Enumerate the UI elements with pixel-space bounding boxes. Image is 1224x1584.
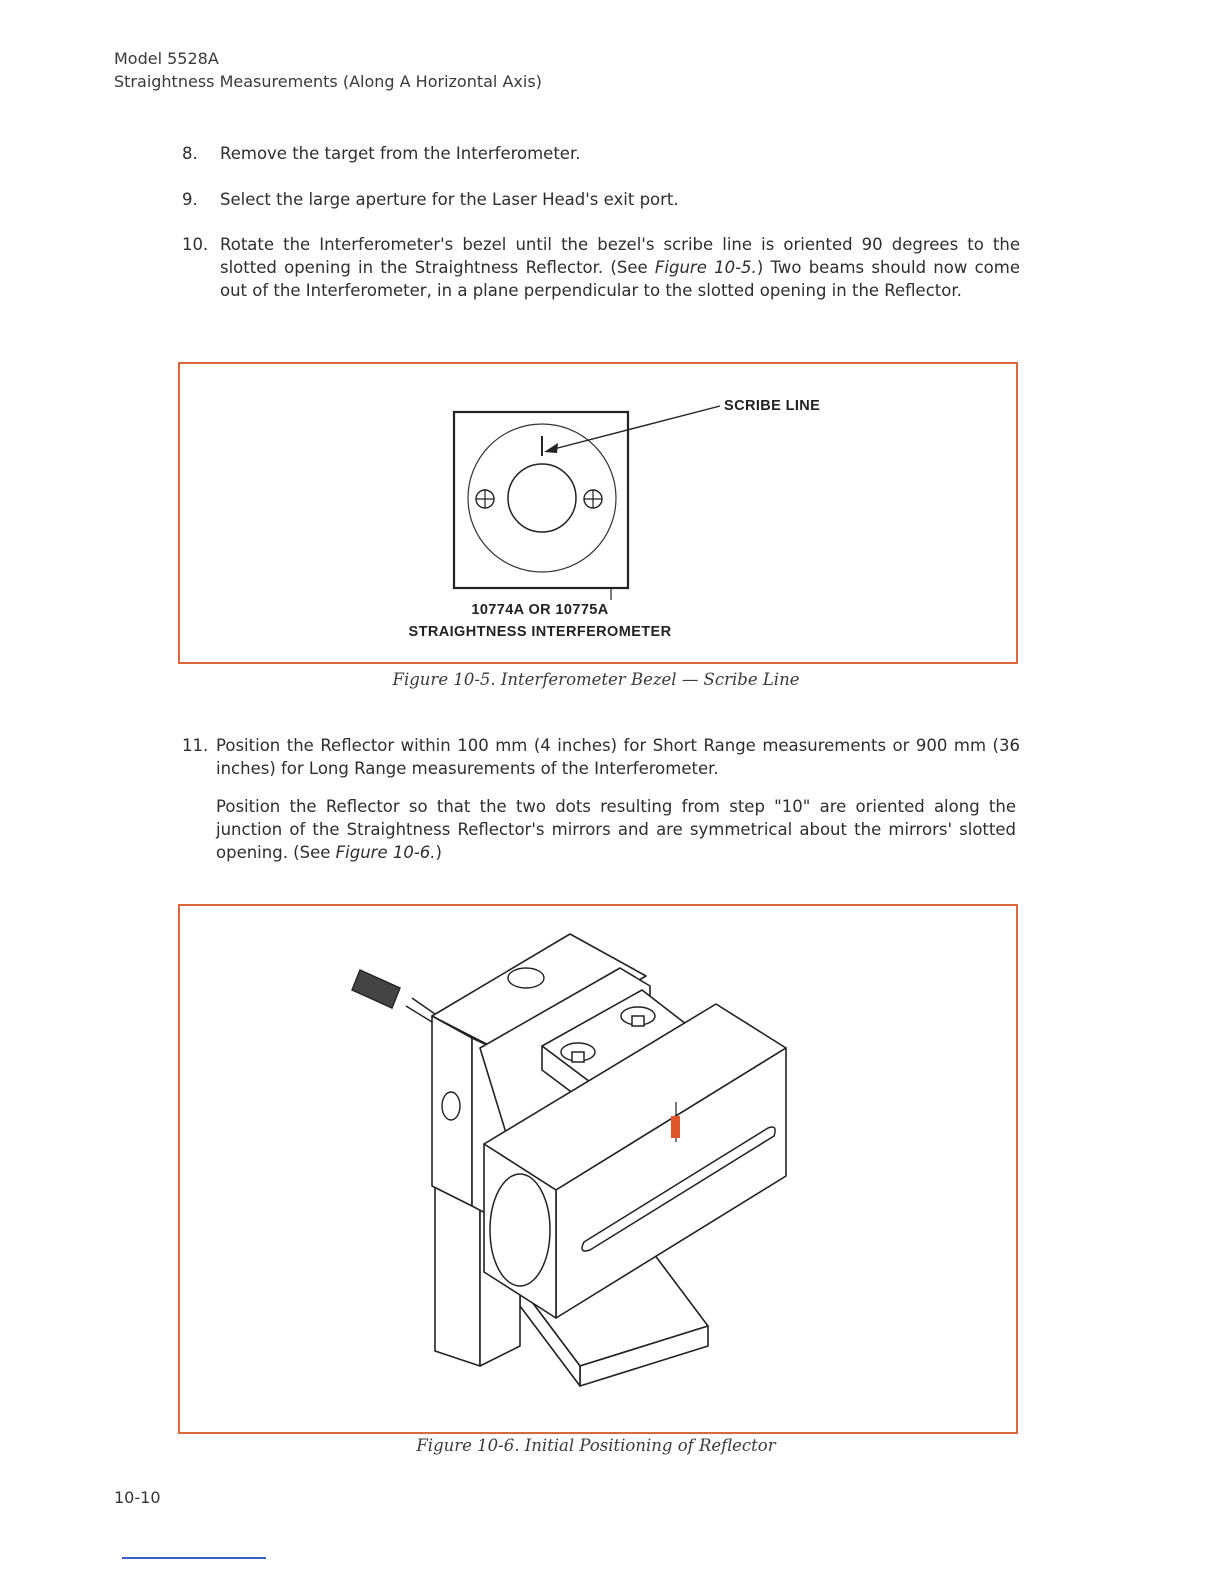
scribe-line-label: SCRIBE LINE <box>724 398 821 414</box>
step-10 <box>182 233 1020 302</box>
step-11-paragraph <box>216 795 1016 864</box>
page-number: 10-10 <box>114 1488 161 1507</box>
figure-reference: Figure 10-5. <box>654 258 757 277</box>
step-11 <box>182 734 1020 780</box>
step-number: 11. <box>182 736 209 755</box>
part-label-name: STRAIGHTNESS INTERFEROMETER <box>408 624 672 640</box>
thumbscrew-right-icon <box>621 1007 655 1026</box>
micrometer-knob-icon <box>352 970 435 1022</box>
arrow-head-icon <box>544 443 558 453</box>
step-text: Select the large aperture for the Laser Head's exit port. <box>220 190 679 209</box>
beam-dot-mark <box>671 1116 680 1138</box>
step-text <box>220 233 1020 302</box>
step-number: 8. <box>182 144 198 163</box>
figure-10-6 <box>178 904 1018 1434</box>
bezel-aperture <box>508 464 576 532</box>
paragraph-text-part: Position the Reflector so that the two dots resulting from step "10" are oriented along the junction of the Straightness Reflector's mirrors and are symmetrical about the mirrors' slotted opening. (See <box>216 797 1016 862</box>
screw-left-icon <box>476 490 494 508</box>
step-text: Position the Reflector within 100 mm (4 inches) for Short Range measurements or 900 mm (36 inches) for Long Range measurements of the Interferometer. <box>216 736 1020 778</box>
figure-caption: Figure 10-6. Initial Positioning of Reflector <box>416 1436 776 1455</box>
carriage-front <box>432 1016 472 1206</box>
part-label-model: 10774A OR 10775A <box>471 602 609 618</box>
step-text: Remove the target from the Interferometer. <box>220 144 581 163</box>
step-number: 10. <box>182 235 209 254</box>
header-section: Straightness Measurements (Along A Horizontal Axis) <box>114 72 542 91</box>
step-text-part: ) Two beams should now come out of the Interferometer, in a plane perpendicular to the slotted opening in the Reflector. <box>220 258 1021 300</box>
step-number: 9. <box>182 190 198 209</box>
header-model: Model 5528A <box>114 49 219 68</box>
reflector-drawing <box>180 906 1016 1432</box>
figure-reference: Figure 10-6. <box>335 843 436 862</box>
step-text-part: Rotate the Interferometer's bezel until the bezel's scribe line is oriented 90 degrees to the slotted opening in the Straightness Reflector. (See <box>220 235 1020 277</box>
thumbscrew-left-icon <box>561 1043 595 1062</box>
screw-right-icon <box>584 490 602 508</box>
footer-rule <box>122 1557 266 1559</box>
step-9 <box>182 188 1020 211</box>
figure-caption: Figure 10-5. Interferometer Bezel — Scribe Line <box>392 670 800 689</box>
paragraph-text-part: ) <box>435 843 442 862</box>
figure-10-5 <box>178 362 1018 664</box>
step-8 <box>182 142 1020 165</box>
